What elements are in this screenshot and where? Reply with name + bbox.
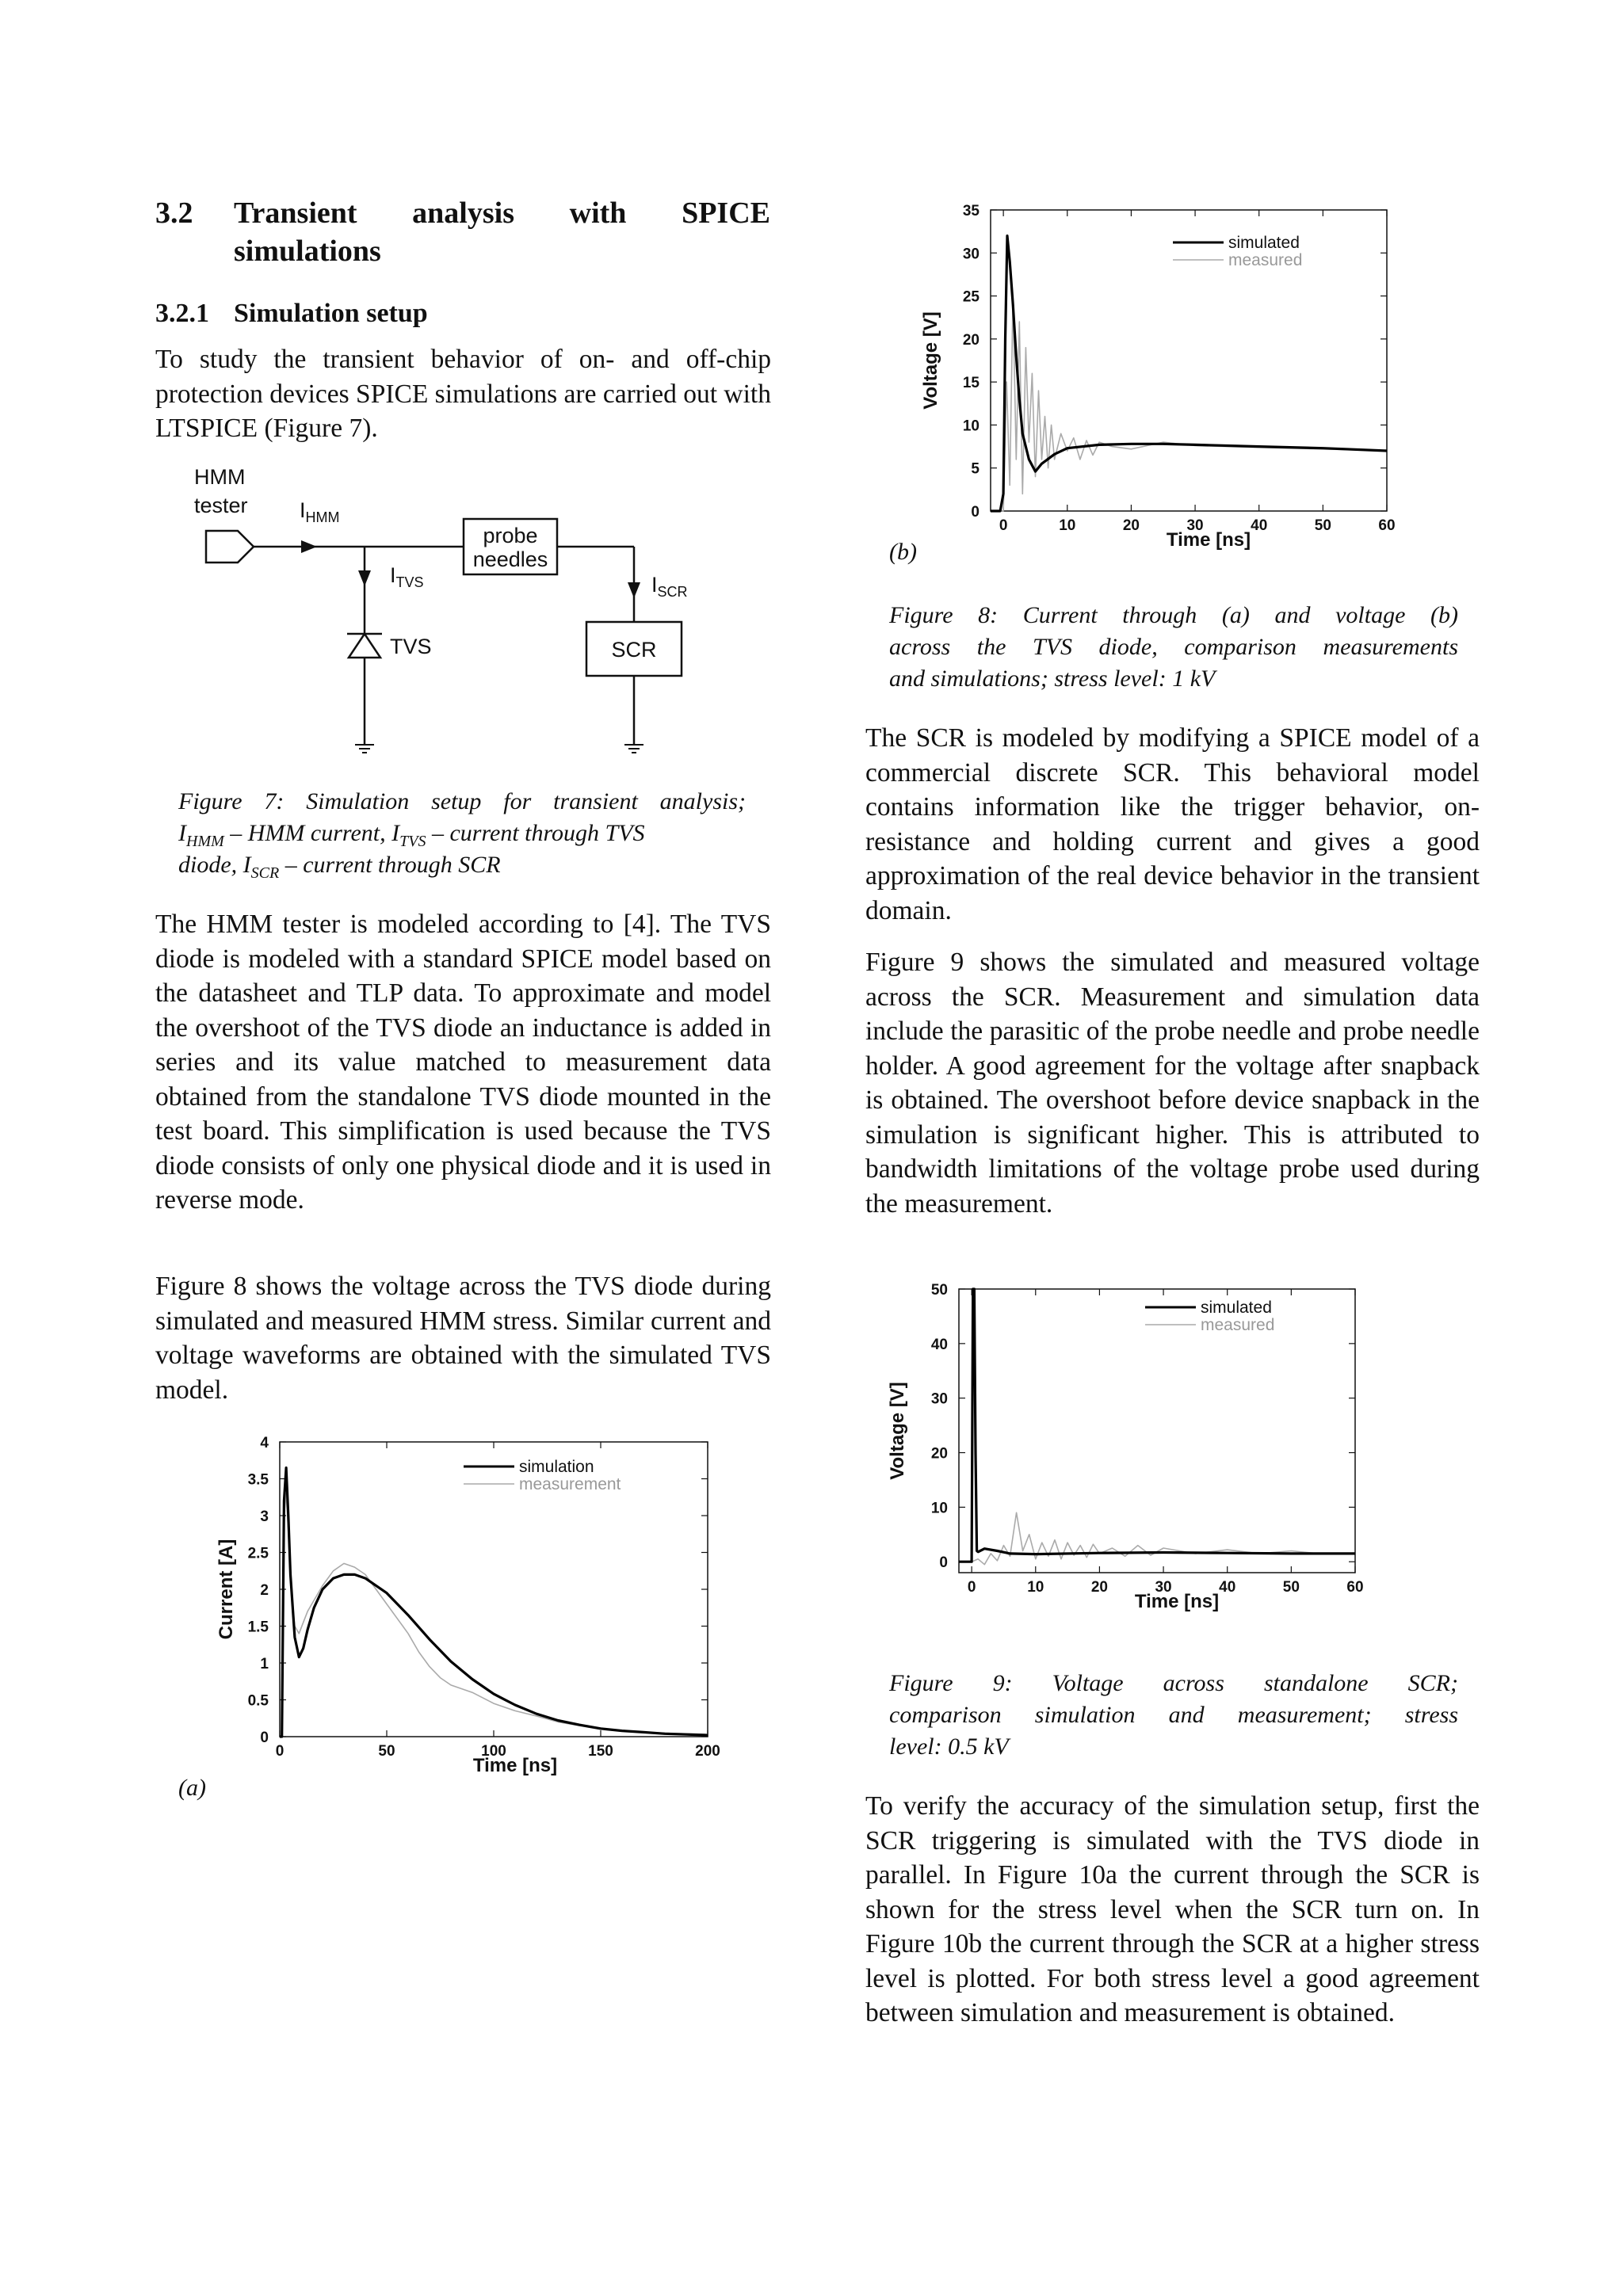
current-arrow-scr-icon: [628, 582, 640, 598]
fig8a-xtick-label: 150: [588, 1743, 613, 1760]
figure9-caption-line3: level: 0.5 kV: [889, 1733, 1009, 1760]
fig9-xtick-label: 10: [1027, 1579, 1044, 1596]
figure8a-chart: [210, 1426, 733, 1783]
fig8a-xtick-label: 50: [378, 1743, 395, 1760]
fig8b-ytick-label: 0: [971, 504, 980, 521]
fig8a-xlabel: Time [ns]: [472, 1755, 558, 1776]
subsection-title: Simulation setup: [234, 299, 428, 328]
label-i-hmm: $I_{HMM}$: [300, 498, 340, 525]
paragraph-6: To verify the accuracy of the simulation setup, first the SCR triggering is simulated with the TVS diode in parallel. In Figure 10a the current through the SCR is shown for the stress level when the SCR turn on. In Figure 10b the current through the SCR at a higher stress level is plotted. For both stress level a good agreement between simulation and measurement is obtained.: [865, 1791, 1480, 2027]
fig8b-series-measured: [991, 296, 1387, 511]
figure8-caption-line1: Figure 8: Current through (a) and voltage (b): [889, 602, 1458, 628]
label-tvs: TVS: [390, 635, 432, 658]
fig8b-xtick-label: 30: [1186, 517, 1204, 534]
fig8b-xlabel: Time [ns]: [1166, 529, 1251, 551]
paragraph-5: Figure 9 shows the simulated and measured voltage across the SCR. Measurement and simulation data include the parasitic of the probe needle and probe needle holder. A good agreement for the voltage after snapback is obtained. The overshoot before device snapback in the simulation is significant higher. This is attributed to bandwidth limitations of the voltage probe used during the measurement.: [865, 948, 1480, 1219]
fig8b-series-simulated: [991, 236, 1387, 511]
hmm-connector-icon: [206, 531, 254, 563]
fig8b-legend-simulated: simulated: [1228, 234, 1300, 252]
fig9-legend-measured: measured: [1201, 1316, 1275, 1334]
fig8b-ytick-label: 25: [962, 288, 980, 306]
label-i-tvs: $I_{TVS}$: [390, 563, 424, 590]
fig8b-xtick-label: 60: [1378, 517, 1396, 534]
fig9-ytick-label: 50: [930, 1282, 948, 1299]
fig8b-xtick-label: 10: [1059, 517, 1076, 534]
fig8a-xtick-label: 0: [275, 1743, 285, 1760]
fig8a-ytick-label: 3: [260, 1508, 269, 1525]
current-arrow-tvs-icon: [358, 570, 371, 586]
figure8-caption-line2: across the TVS diode, comparison measurements: [889, 634, 1458, 660]
current-arrow-hmm-icon: [301, 540, 317, 553]
fig8a-series-measurement: [280, 1493, 708, 1737]
fig8a-legend-measurement: measurement: [519, 1475, 621, 1493]
paragraph-4: The SCR is modeled by modifying a SPICE model of a commercial discrete SCR. This behavioral model contains information like the trigger behavior, on-resistance and holding current and gives a good approximation of the real device behavior in the transient domain.: [865, 723, 1480, 925]
figure8b-label: (b): [889, 539, 917, 565]
fig9-xtick-label: 60: [1346, 1579, 1364, 1596]
figure8-caption-line3: and simulations; stress level: 1 kV: [889, 666, 1216, 692]
fig9-ytick-label: 30: [930, 1390, 948, 1408]
paragraph-2: The HMM tester is modeled according to [4]. The TVS diode is modeled with a standard SPICE model based on the datasheet and TLP data. To approximate and model the overshoot of the TVS diode an inductance is added in series and its value matched to measurement data obtained from the standalone TVS diode mounted in the test board. This simplification is used because the TVS diode consists of only one physical diode and it is used in reverse mode.: [155, 910, 771, 1215]
fig8a-ytick-label: 2.5: [247, 1545, 269, 1562]
label-hmm: HMM: [194, 465, 246, 489]
fig8b-ytick-label: 5: [971, 460, 980, 478]
fig9-ytick-label: 0: [939, 1554, 948, 1572]
fig9-ytick-label: 20: [930, 1445, 948, 1463]
fig8b-plot-frame: [991, 210, 1387, 511]
figure8b-chart: [919, 194, 1434, 566]
fig8a-legend-simulation: simulation: [519, 1458, 594, 1476]
fig8b-xtick-label: 0: [999, 517, 1008, 534]
label-needles: needles: [472, 547, 548, 571]
ground-icon-scr: [624, 745, 643, 753]
fig9-xtick-label: 40: [1219, 1579, 1236, 1596]
figure9-chart: [884, 1272, 1399, 1636]
fig8b-ytick-label: 20: [962, 331, 980, 349]
fig8b-ytick-label: 35: [962, 203, 980, 219]
fig8a-ytick-label: 4: [260, 1435, 269, 1451]
figure7-caption-line2: $I_{HMM}$ – HMM current, $I_{TVS}$ – current through TVS: [178, 820, 645, 850]
fig8b-ylabel: Voltage [V]: [920, 311, 941, 410]
fig8b-legend-measured: measured: [1228, 251, 1303, 269]
fig8a-ylabel: Current [A]: [216, 1539, 237, 1640]
fig9-xtick-label: 0: [967, 1579, 976, 1596]
subsection-number: 3.2.1: [155, 299, 209, 328]
tvs-diode-icon: [349, 634, 380, 658]
fig9-xtick-label: 20: [1090, 1579, 1108, 1596]
section-title-line1: Transient analysis with SPICE: [234, 196, 770, 230]
fig8b-xtick-label: 20: [1122, 517, 1140, 534]
fig8a-xtick-label: 100: [481, 1743, 506, 1760]
fig8a-ytick-label: 2: [260, 1582, 269, 1599]
fig9-ytick-label: 10: [930, 1500, 948, 1517]
figure9-caption-line1: Figure 9: Voltage across standalone SCR;: [889, 1670, 1458, 1696]
figure7-circuit: [151, 456, 769, 772]
fig9-legend-simulated: simulated: [1201, 1299, 1272, 1317]
label-probe: probe: [483, 524, 538, 547]
fig8a-xtick-label: 200: [695, 1743, 720, 1760]
figure7-caption-line1: Figure 7: Simulation setup for transient analysis;: [178, 788, 746, 814]
fig8b-xtick-label: 50: [1314, 517, 1331, 534]
fig8b-ytick-label: 30: [962, 246, 980, 263]
fig9-xlabel: Time [ns]: [1134, 1591, 1220, 1612]
fig8a-series-simulation: [280, 1468, 708, 1737]
fig8b-ytick-label: 10: [962, 418, 980, 435]
paragraph-1: To study the transient behavior of on- and off-chip protection devices SPICE simulations are carried out with LTSPICE (Figure 7).: [155, 345, 771, 443]
figure9-caption-line2: comparison simulation and measurement; stress: [889, 1702, 1458, 1728]
ground-icon-tvs: [355, 745, 374, 753]
paragraph-3: Figure 8 shows the voltage across the TVS diode during simulated and measured HMM stress. Similar current and voltage waveforms are obtained with the simulated TVS model.: [155, 1272, 771, 1405]
label-tester: tester: [194, 494, 248, 517]
label-i-scr: $I_{SCR}$: [651, 573, 688, 600]
fig9-ylabel: Voltage [V]: [887, 1382, 908, 1480]
fig8a-ytick-label: 0.5: [247, 1692, 269, 1710]
fig8b-xtick-label: 40: [1251, 517, 1268, 534]
label-scr: SCR: [611, 638, 657, 662]
fig8a-ytick-label: 1: [260, 1656, 269, 1672]
figure7-caption-line3: diode, $I_{SCR}$ – current through SCR: [178, 852, 501, 882]
section-title-line2: simulations: [234, 235, 381, 268]
fig9-series-measured: [959, 1512, 1355, 1564]
section-number: 3.2: [155, 196, 193, 230]
fig8b-ytick-label: 15: [962, 375, 980, 392]
fig8a-ytick-label: 1.5: [247, 1619, 269, 1636]
figure8a-label: (a): [178, 1775, 206, 1801]
fig9-xtick-label: 50: [1282, 1579, 1300, 1596]
fig8a-ytick-label: 0: [260, 1730, 269, 1746]
fig9-ytick-label: 40: [930, 1336, 948, 1353]
fig8a-ytick-label: 3.5: [247, 1471, 269, 1489]
fig9-xtick-label: 30: [1155, 1579, 1172, 1596]
fig9-plot-frame: [959, 1289, 1355, 1573]
